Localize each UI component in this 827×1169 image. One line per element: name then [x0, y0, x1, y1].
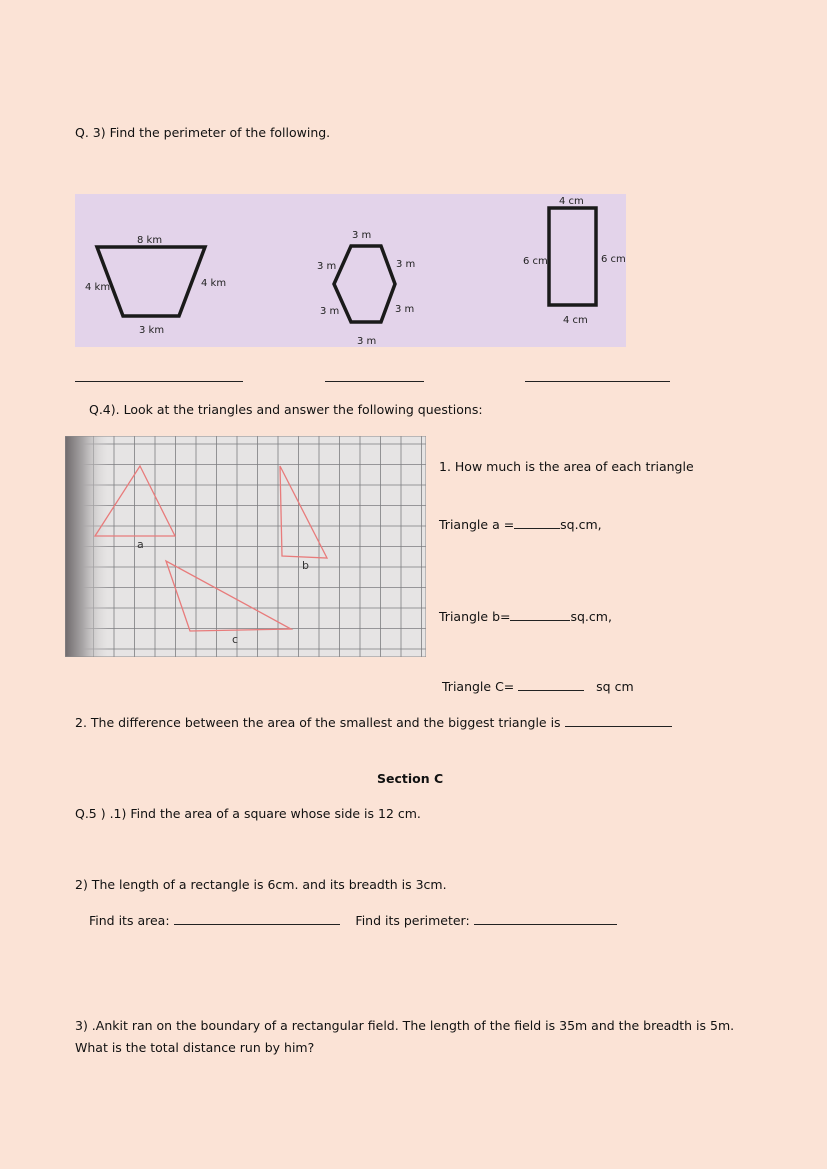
- q5-part2: 2) The length of a rectangle is 6cm. and its breadth is 3cm.: [75, 877, 447, 892]
- trapezoid-top-label: 8 km: [137, 235, 163, 246]
- triangle-c-label: c: [232, 633, 239, 646]
- triangle-a-suffix: sq.cm,: [560, 517, 602, 532]
- triangles-grid-figure: [65, 436, 426, 657]
- q5-part3-line2: What is the total distance run by him?: [75, 1040, 315, 1055]
- hexagon-upper-left-label: 3 m: [317, 261, 337, 272]
- rectangle-answer-line[interactable]: [525, 381, 670, 382]
- q5-part1: Q.5 ) .1) Find the area of a square whose side is 12 cm.: [75, 806, 421, 821]
- triangle-b-label: b: [302, 559, 309, 572]
- area-perimeter-row: [89, 912, 617, 928]
- q3-heading: Q. 3) Find the perimeter of the following.: [75, 125, 331, 140]
- section-c-title: Section C: [377, 771, 444, 786]
- q4-heading: Q.4). Look at the triangles and answer the following questions:: [89, 402, 483, 417]
- hexagon-answer-line[interactable]: [325, 381, 424, 382]
- shapes-figure: [75, 194, 626, 347]
- perimeter-blank[interactable]: [474, 912, 617, 925]
- hexagon-lower-left-label: 3 m: [320, 306, 340, 317]
- triangle-c-answer: [442, 678, 634, 694]
- triangle-c-prefix: Triangle C=: [442, 679, 515, 694]
- trapezoid-right-label: 4 km: [201, 278, 227, 289]
- triangle-b-prefix: Triangle b=: [439, 609, 511, 624]
- triangle-b-suffix: sq.cm,: [570, 609, 612, 624]
- triangle-a-blank[interactable]: [514, 516, 560, 529]
- triangle-a-label: a: [137, 538, 144, 551]
- area-question: 1. How much is the area of each triangle: [439, 459, 694, 474]
- difference-question: [75, 714, 672, 730]
- hexagon-bottom-label: 3 m: [357, 336, 377, 347]
- area-label: Find its area:: [89, 913, 170, 928]
- hexagon-lower-right-label: 3 m: [395, 304, 415, 315]
- rectangle-bottom-label: 4 cm: [563, 315, 588, 326]
- hexagon-upper-right-label: 3 m: [396, 259, 416, 270]
- rectangle-top-label: 4 cm: [559, 196, 584, 207]
- area-blank[interactable]: [174, 912, 340, 925]
- hexagon-top-label: 3 m: [352, 230, 372, 241]
- triangle-c-suffix: sq cm: [596, 679, 634, 694]
- trapezoid-bottom-label: 3 km: [139, 325, 165, 336]
- perimeter-label: Find its perimeter:: [355, 913, 470, 928]
- difference-question-text: 2. The difference between the area of the smallest and the biggest triangle is: [75, 715, 561, 730]
- triangle-a-answer: [439, 516, 602, 532]
- triangle-b-blank[interactable]: [510, 608, 570, 621]
- difference-blank[interactable]: [565, 714, 672, 727]
- rectangle-left-label: 6 cm: [523, 256, 548, 267]
- trapezoid-answer-line[interactable]: [75, 381, 243, 382]
- rectangle-right-label: 6 cm: [601, 254, 626, 265]
- triangle-c-blank[interactable]: [518, 678, 584, 691]
- triangle-a-prefix: Triangle a =: [439, 517, 515, 532]
- triangle-b-answer: [439, 608, 612, 624]
- trapezoid-left-label: 4 km: [85, 282, 111, 293]
- q5-part3-line1: 3) .Ankit ran on the boundary of a rectangular field. The length of the field is 35m and the breadth is 5m.: [75, 1018, 735, 1033]
